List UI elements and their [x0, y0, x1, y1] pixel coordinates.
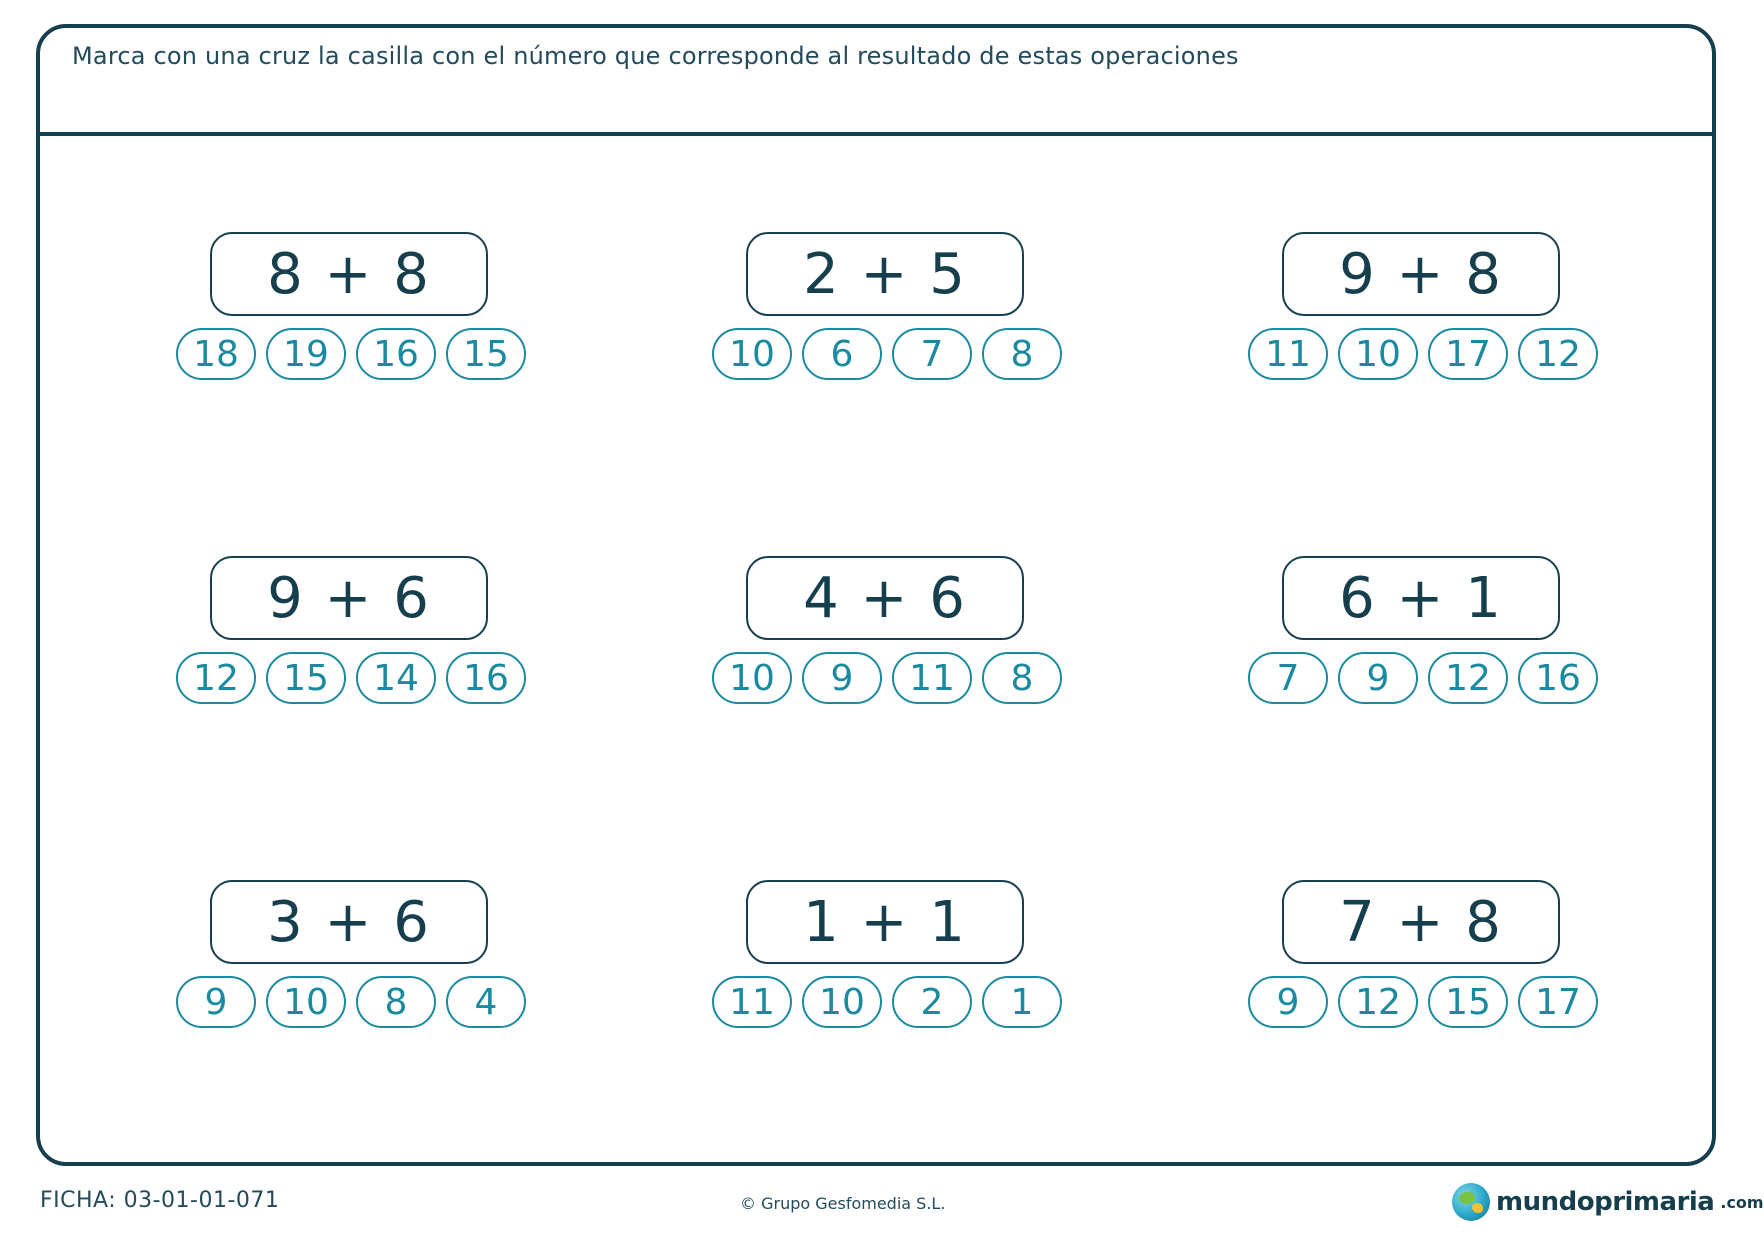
answer-options	[1248, 652, 1608, 704]
operation-box: 4 + 6	[746, 556, 1024, 640]
answer-option[interactable]: 9	[1248, 976, 1328, 1028]
answer-option[interactable]: 8	[356, 976, 436, 1028]
worksheet-frame	[36, 24, 1716, 1166]
operation-box: 9 + 8	[1282, 232, 1560, 316]
ficha-code: FICHA: 03-01-01-071	[40, 1188, 280, 1213]
operation-box: 2 + 5	[746, 232, 1024, 316]
answer-option[interactable]: 11	[892, 652, 972, 704]
answer-option[interactable]: 10	[802, 976, 882, 1028]
operation-box: 9 + 6	[210, 556, 488, 640]
exercise-5	[712, 556, 1072, 706]
instruction-text: Marca con una cruz la casilla con el número que corresponde al resultado de estas operaciones	[72, 42, 1239, 70]
answer-option[interactable]: 15	[446, 328, 526, 380]
operation-box: 7 + 8	[1282, 880, 1560, 964]
answer-option[interactable]: 9	[1338, 652, 1418, 704]
operation-box: 1 + 1	[746, 880, 1024, 964]
worksheet-header	[40, 28, 1712, 136]
exercise-8	[712, 880, 1072, 1030]
brand-suffix: .com	[1720, 1192, 1764, 1212]
globe-icon	[1452, 1183, 1490, 1221]
brand-name: mundoprimaria	[1496, 1187, 1715, 1217]
answer-option[interactable]: 17	[1428, 328, 1508, 380]
answer-option[interactable]: 12	[1338, 976, 1418, 1028]
answer-option[interactable]: 12	[1428, 652, 1508, 704]
copyright-text: © Grupo Gesfomedia S.L.	[740, 1194, 946, 1213]
answer-option[interactable]: 12	[1518, 328, 1598, 380]
answer-option[interactable]: 9	[176, 976, 256, 1028]
answer-option[interactable]: 9	[802, 652, 882, 704]
answer-option[interactable]: 8	[982, 328, 1062, 380]
answer-option[interactable]: 2	[892, 976, 972, 1028]
exercise-4	[176, 556, 536, 706]
answer-option[interactable]: 7	[1248, 652, 1328, 704]
brand-logo[interactable]	[1452, 1183, 1764, 1221]
answer-option[interactable]: 14	[356, 652, 436, 704]
answer-option[interactable]: 7	[892, 328, 972, 380]
answer-option[interactable]: 11	[1248, 328, 1328, 380]
answer-option[interactable]: 8	[982, 652, 1062, 704]
answer-options	[176, 976, 536, 1028]
answer-options	[712, 976, 1072, 1028]
answer-option[interactable]: 12	[176, 652, 256, 704]
answer-options	[1248, 976, 1608, 1028]
operation-box: 3 + 6	[210, 880, 488, 964]
answer-option[interactable]: 19	[266, 328, 346, 380]
answer-option[interactable]: 15	[1428, 976, 1508, 1028]
exercise-3	[1248, 232, 1608, 382]
answer-option[interactable]: 16	[1518, 652, 1598, 704]
answer-option[interactable]: 10	[712, 652, 792, 704]
exercise-grid	[40, 136, 1712, 1162]
answer-options	[176, 652, 536, 704]
exercise-2	[712, 232, 1072, 382]
exercise-1	[176, 232, 536, 382]
exercise-7	[176, 880, 536, 1030]
answer-option[interactable]: 15	[266, 652, 346, 704]
answer-options	[176, 328, 536, 380]
exercise-9	[1248, 880, 1608, 1030]
answer-option[interactable]: 17	[1518, 976, 1598, 1028]
operation-box: 8 + 8	[210, 232, 488, 316]
answer-option[interactable]: 6	[802, 328, 882, 380]
answer-options	[712, 328, 1072, 380]
answer-option[interactable]: 10	[266, 976, 346, 1028]
answer-option[interactable]: 16	[356, 328, 436, 380]
answer-options	[1248, 328, 1608, 380]
answer-option[interactable]: 11	[712, 976, 792, 1028]
answer-option[interactable]: 18	[176, 328, 256, 380]
answer-option[interactable]: 4	[446, 976, 526, 1028]
answer-option[interactable]: 1	[982, 976, 1062, 1028]
answer-options	[712, 652, 1072, 704]
operation-box: 6 + 1	[1282, 556, 1560, 640]
answer-option[interactable]: 10	[1338, 328, 1418, 380]
answer-option[interactable]: 16	[446, 652, 526, 704]
exercise-6	[1248, 556, 1608, 706]
answer-option[interactable]: 10	[712, 328, 792, 380]
